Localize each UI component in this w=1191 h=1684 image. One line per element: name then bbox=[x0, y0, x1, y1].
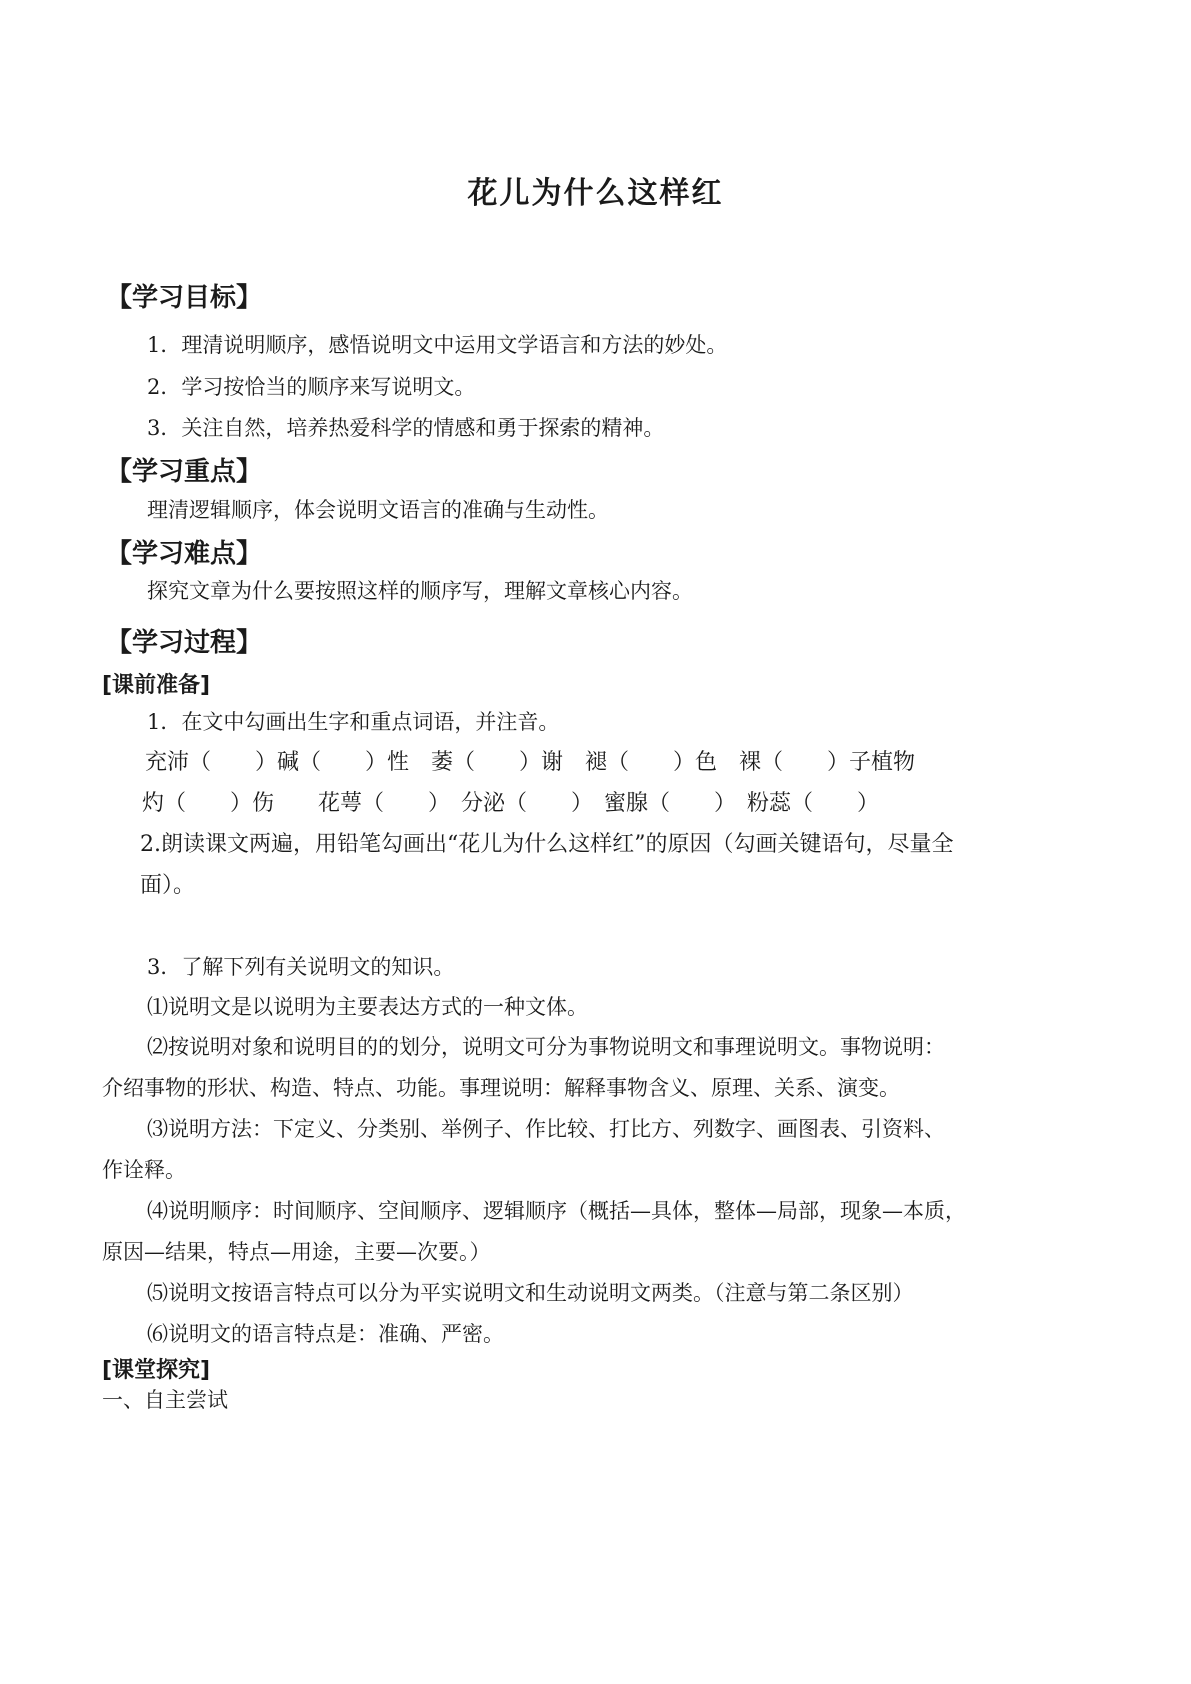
goal-item-3: 3．关注自然，培养热爱科学的情感和勇于探索的精神。 bbox=[147, 416, 665, 440]
goal-item-1: 1．理清说明顺序，感悟说明文中运用文学语言和方法的妙处。 bbox=[147, 333, 728, 357]
knowledge-1: ⑴说明文是以说明为主要表达方式的一种文体。 bbox=[147, 995, 588, 1019]
focus-heading: 【学习重点】 bbox=[106, 457, 263, 487]
page-title: 花儿为什么这样红 bbox=[467, 176, 724, 211]
goals-heading: 【学习目标】 bbox=[106, 283, 263, 313]
knowledge-3-line-1: ⑶说明方法：下定义、分类别、举例子、作比较、打比方、列数字、画图表、引资料、 bbox=[147, 1117, 945, 1141]
explore-heading: [课堂探究] bbox=[102, 1358, 211, 1383]
knowledge-3-line-2: 作诠释。 bbox=[102, 1158, 186, 1182]
explore-item-1: 一、自主尝试 bbox=[102, 1388, 228, 1412]
knowledge-4-line-1: ⑷说明顺序：时间顺序、空间顺序、逻辑顺序（概括—具体，整体—局部，现象—本质， bbox=[147, 1199, 966, 1223]
knowledge-6: ⑹说明文的语言特点是：准确、严密。 bbox=[147, 1322, 504, 1346]
prep-question-2-line-2: 面）。 bbox=[140, 873, 196, 898]
process-heading: 【学习过程】 bbox=[106, 628, 263, 658]
difficulty-heading: 【学习难点】 bbox=[106, 539, 263, 569]
focus-text: 理清逻辑顺序，体会说明文语言的准确与生动性。 bbox=[147, 498, 609, 522]
knowledge-2-line-2: 介绍事物的形状、构造、特点、功能。事理说明：解释事物含义、原理、关系、演变。 bbox=[102, 1076, 900, 1100]
knowledge-2-line-1: ⑵按说明对象和说明目的的划分，说明文可分为事物说明文和事理说明文。事物说明： bbox=[147, 1035, 945, 1059]
vocab-row-1: 充沛（ ）碱（ ）性 萎（ ）谢 褪（ ）色 裸（ ）子植物 bbox=[145, 750, 916, 775]
vocab-row-2: 灼（ ）伤 花萼（ ） 分泌（ ） 蜜腺（ ） 粉蕊（ ） bbox=[142, 791, 880, 816]
prep-question-1: 1．在文中勾画出生字和重点词语，并注音。 bbox=[147, 710, 560, 734]
difficulty-text: 探究文章为什么要按照这样的顺序写，理解文章核心内容。 bbox=[147, 579, 693, 603]
knowledge-5: ⑸说明文按语言特点可以分为平实说明文和生动说明文两类。（注意与第二条区别） bbox=[147, 1281, 914, 1305]
knowledge-4-line-2: 原因—结果，特点—用途，主要—次要。） bbox=[102, 1240, 491, 1264]
goal-item-2: 2．学习按恰当的顺序来写说明文。 bbox=[147, 375, 476, 399]
prep-question-2-line-1: 2.朗读课文两遍，用铅笔勾画出“花儿为什么这样红”的原因（勾画关键语句，尽量全 bbox=[140, 832, 954, 857]
prep-heading: [课前准备] bbox=[102, 673, 211, 698]
prep-question-3: 3．了解下列有关说明文的知识。 bbox=[147, 955, 455, 979]
